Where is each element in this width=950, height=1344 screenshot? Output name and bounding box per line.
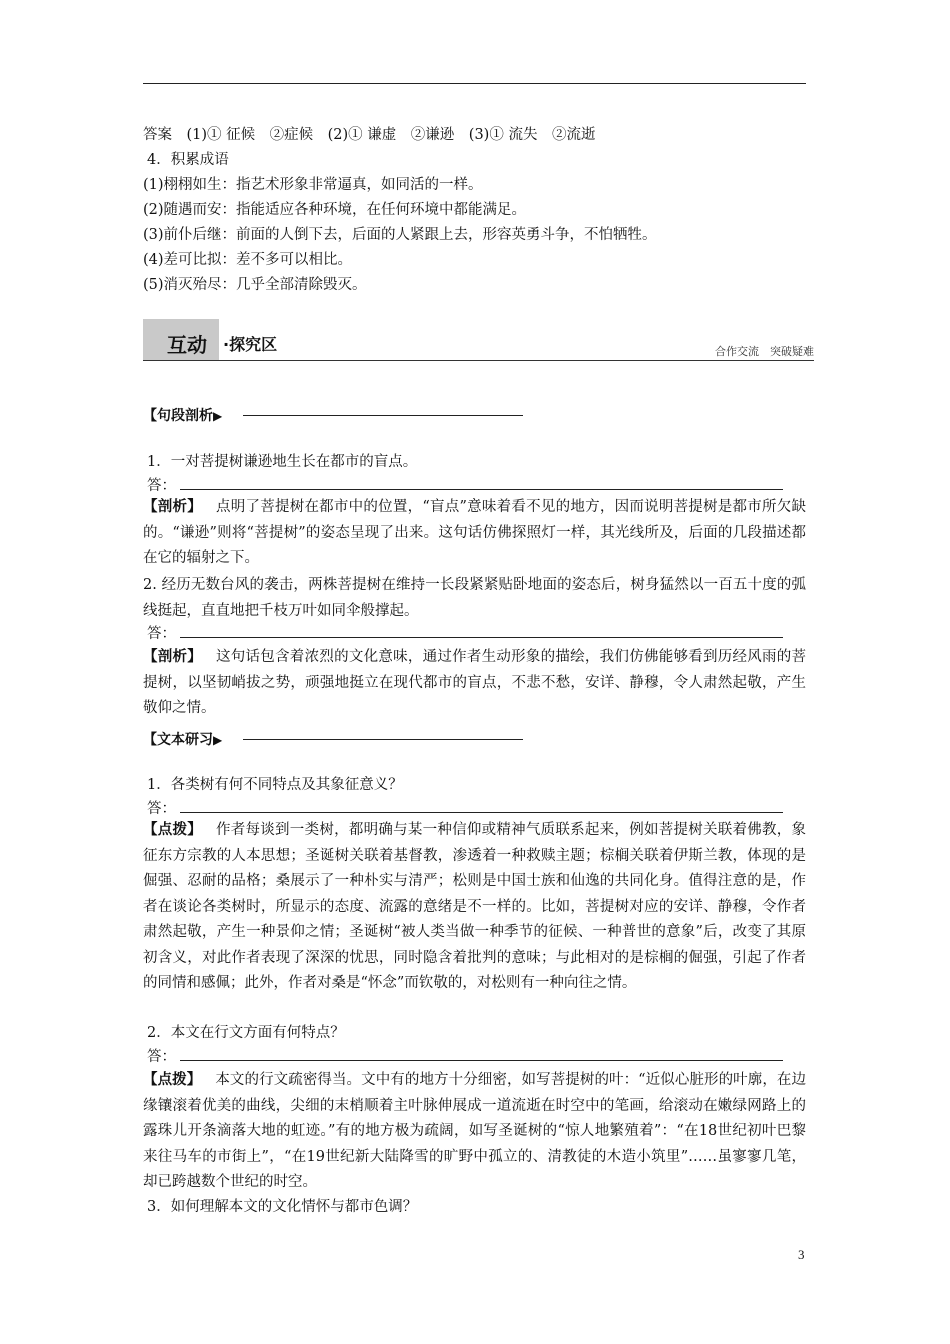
answer-label: 答： bbox=[147, 801, 176, 817]
banner-subtitle: 合作交流 突破疑难 bbox=[715, 345, 814, 358]
arrow-right-icon: ▶ bbox=[213, 409, 223, 423]
question: 2．本文在行文方面有何特点？ bbox=[147, 1025, 345, 1041]
analysis-text: 这句话包含着浓烈的文化意味，通过作者生动形象的描绘，我们仿佛能够看到历经风雨的菩提树，以坚韧峭拔之势，顽强地挺立在现代都市的盲点，不悲不愁，安详、静穆，令人肃然起敬，产生敬仰之情。 bbox=[143, 649, 807, 716]
idiom-item: (1)栩栩如生：指艺术形象非常逼真，如同活的一样。 bbox=[143, 177, 483, 193]
hint-text: 本文的行文疏密得当。文中有的地方十分细密，如写菩提树的叶：“近似心脏形的叶廓，在边缘镶滚着优美的曲线，尖细的末梢顺着主叶脉伸展成一道流逝在时空中的笔画，给滚动在嫩绿网路上的露珠儿开条滴落大地的虹迹。”有的地方极为疏阔，如写圣诞树的“惊人地繁殖着”：“在18世纪初叶巴黎来往马车的市街上”，“在19世纪新大陆降雪的旷野中孤立的、清教徒的木造小筑里”……虽寥寥几笔，却已跨越数个世纪的时空。 bbox=[143, 1072, 806, 1190]
analysis-tag: 【剖析】 bbox=[143, 649, 203, 665]
header-rule bbox=[143, 83, 806, 84]
idiom-item: (5)消灭殆尽：几乎全部清除毁灭。 bbox=[143, 277, 367, 293]
hint-paragraph bbox=[143, 818, 806, 997]
idiom-item: (4)差可比拟：差不多可以相比。 bbox=[143, 252, 353, 268]
idiom-item: (3)前仆后继：前面的人倒下去，后面的人紧跟上去，形容英勇斗争，不怕牺牲。 bbox=[143, 227, 657, 243]
banner-title-rest: ·探究区 bbox=[223, 335, 278, 354]
answer-label: 答： bbox=[147, 626, 176, 642]
heading-rule bbox=[243, 739, 523, 740]
hint-paragraph bbox=[143, 1068, 806, 1196]
idioms-heading: 4．积累成语 bbox=[147, 152, 229, 168]
answer-label: 答： bbox=[147, 1049, 176, 1065]
analysis-paragraph bbox=[143, 495, 806, 572]
section-heading-text-study bbox=[143, 729, 222, 749]
analysis-paragraph bbox=[143, 645, 806, 722]
answer-label: 答： bbox=[147, 478, 176, 494]
question: 1．一对菩提树谦逊地生长在都市的盲点。 bbox=[147, 454, 418, 470]
question: 1．各类树有何不同特点及其象征意义？ bbox=[147, 777, 403, 793]
hint-tag: 【点拨】 bbox=[143, 822, 203, 838]
banner-title-main: 互动 bbox=[167, 333, 207, 357]
idiom-item: (2)随遇而安：指能适应各种环境，在任何环境中都能满足。 bbox=[143, 202, 527, 218]
answer-blank-row bbox=[147, 623, 783, 645]
hint-tag: 【点拨】 bbox=[143, 1072, 202, 1088]
section-heading-text: 【文本研习 bbox=[143, 732, 213, 748]
answer-blank bbox=[180, 1046, 783, 1061]
question: 3．如何理解本文的文化情怀与都市色调？ bbox=[147, 1199, 418, 1215]
answer-blank-row bbox=[147, 798, 783, 820]
section-heading-analysis bbox=[143, 405, 222, 425]
heading-rule bbox=[243, 415, 523, 416]
answer-blank bbox=[180, 798, 783, 813]
analysis-text: 点明了菩提树在都市中的位置，“盲点”意味着看不见的地方，因而说明菩提树是都市所欠缺的。“谦逊”则将“菩提树”的姿态呈现了出来。这句话仿佛探照灯一样，其光线所及，后面的几段描述都在它的辐射之下。 bbox=[143, 499, 807, 566]
question-text: 2. 经历无数台风的袭击，两株菩提树在维持一长段紧紧贴卧地面的姿态后，树身猛然以一百五十度的弧线挺起，直直地把千枝万叶如同伞般撑起。 bbox=[143, 577, 806, 619]
hint-text: 作者每谈到一类树，都明确与某一种信仰或精神气质联系起来，例如菩提树关联着佛教，象征东方宗教的人本思想；圣诞树关联着基督教，渗透着一种救赎主题；棕榈关联着伊斯兰教，体现的是倔强、忍耐的品格；桑展示了一种朴实与清严；松则是中国士族和仙逸的共同化身。值得注意的是，作者在谈论各类树时，所显示的态度、流露的意绪是不一样的。比如，菩提树对应的安详、静穆，令作者肃然起敬，产生一种景仰之情；圣诞树“被人类当做一种季节的征候、一种普世的意象”后，改变了其原初含义，对此作者表现了深深的忧思，同时隐含着批判的意味；与此相对的是棕榈的倔强，引起了作者的同情和感佩；此外，作者对桑是“怀念”而钦敬的，对松则有一种向往之情。 bbox=[143, 822, 807, 991]
question-paragraph bbox=[143, 573, 806, 624]
answer-blank-row bbox=[147, 1046, 783, 1068]
arrow-right-icon: ▶ bbox=[213, 733, 223, 747]
page-number: 3 bbox=[798, 1247, 805, 1262]
answer-blank bbox=[180, 623, 783, 638]
analysis-tag: 【剖析】 bbox=[143, 499, 202, 515]
section-heading-text: 【句段剖析 bbox=[143, 408, 213, 424]
section-banner bbox=[143, 319, 814, 364]
banner-rule bbox=[143, 360, 814, 361]
answer-line: 答案 (1)① 征候 ②症候 (2)① 谦虚 ②谦逊 (3)① 流失 ②流逝 bbox=[143, 127, 596, 143]
answer-blank bbox=[180, 475, 783, 490]
answer-blank-row bbox=[147, 475, 783, 497]
